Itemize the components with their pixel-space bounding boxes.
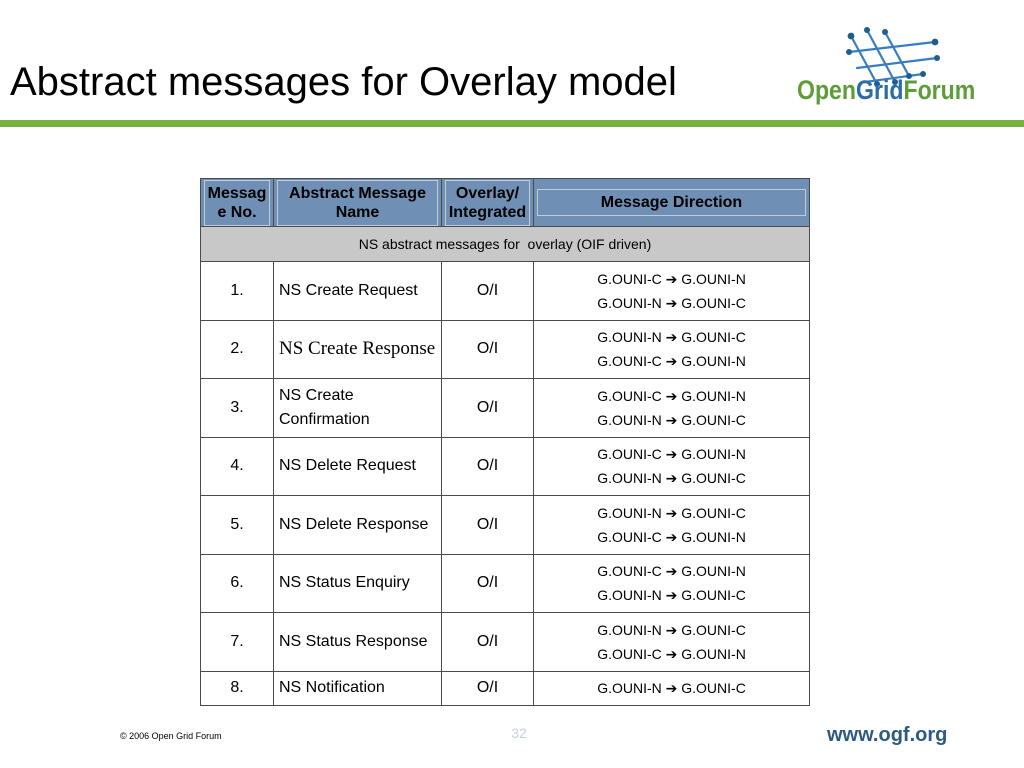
message-direction: G.OUNI-C ➔ G.OUNI-N: [597, 645, 746, 662]
message-number: 8.: [201, 671, 274, 705]
message-direction: G.OUNI-N ➔ G.OUNI-C: [597, 411, 746, 428]
column-header-message-name: [274, 179, 442, 227]
header-line: Overlay/: [455, 184, 520, 202]
message-name: NS Create Request: [274, 262, 442, 321]
column-header-message-direction: [534, 179, 810, 227]
header-cell-frame: [537, 189, 806, 216]
message-direction: G.OUNI-C ➔ G.OUNI-N: [597, 270, 746, 287]
header-line: Abstract Message: [289, 184, 426, 202]
table-row: [201, 613, 810, 672]
logo-word-grid: Grid: [856, 75, 904, 105]
ogf-logo-wordmark: [797, 75, 975, 105]
message-direction-cell: [534, 437, 810, 496]
message-direction: G.OUNI-C ➔ G.OUNI-N: [597, 528, 746, 545]
header-line: Integrated: [448, 203, 527, 221]
message-number: 5.: [201, 496, 274, 555]
message-direction: G.OUNI-C ➔ G.OUNI-N: [597, 563, 746, 580]
header-cell-frame: [277, 180, 438, 226]
header-cell-frame: [204, 180, 270, 226]
section-row: [201, 227, 810, 262]
message-direction: G.OUNI-C ➔ G.OUNI-N: [597, 446, 746, 463]
slide-title: Abstract messages for Overlay model: [10, 60, 677, 104]
message-name: NS Delete Response: [274, 496, 442, 555]
message-direction: G.OUNI-N ➔ G.OUNI-C: [597, 294, 746, 311]
table-header-row: [201, 179, 810, 227]
message-name: NS Delete Request: [274, 437, 442, 496]
header-cell-frame: [445, 180, 530, 226]
message-name: NS Status Response: [274, 613, 442, 672]
table-row: [201, 379, 810, 438]
overlay-integrated-value: O/I: [442, 554, 534, 613]
message-name: NS Status Enquiry: [274, 554, 442, 613]
message-number: 4.: [201, 437, 274, 496]
message-number: 2.: [201, 320, 274, 379]
message-direction-cell: [534, 262, 810, 321]
table-row: [201, 320, 810, 379]
message-direction-cell: [534, 379, 810, 438]
header-line: Message Direction: [600, 194, 743, 211]
message-direction: G.OUNI-N ➔ G.OUNI-C: [597, 587, 746, 604]
message-direction: G.OUNI-N ➔ G.OUNI-C: [597, 504, 746, 521]
table-row: [201, 496, 810, 555]
logo-word-forum: Forum: [903, 75, 976, 105]
message-direction-cell: [534, 613, 810, 672]
message-direction: G.OUNI-N ➔ G.OUNI-C: [597, 470, 746, 487]
message-name: NS Notification: [274, 671, 442, 705]
overlay-integrated-value: O/I: [442, 613, 534, 672]
site-url: www.ogf.org: [827, 724, 948, 746]
message-number: 3.: [201, 379, 274, 438]
message-number: 6.: [201, 554, 274, 613]
overlay-integrated-value: O/I: [442, 496, 534, 555]
message-direction: G.OUNI-C ➔ G.OUNI-N: [597, 353, 746, 370]
message-direction: G.OUNI-C ➔ G.OUNI-N: [597, 387, 746, 404]
table-row: [201, 671, 810, 705]
message-direction-cell: [534, 320, 810, 379]
logo-word-open: Open: [797, 75, 857, 105]
section-label: NS abstract messages for overlay (OIF driven): [201, 227, 810, 262]
message-name: NS Create Confirmation: [274, 379, 442, 438]
message-direction-cell: [534, 671, 810, 705]
message-direction: G.OUNI-N ➔ G.OUNI-C: [597, 329, 746, 346]
message-number: 7.: [201, 613, 274, 672]
header-line: e No.: [217, 203, 257, 221]
message-direction: G.OUNI-N ➔ G.OUNI-C: [597, 680, 746, 696]
column-header-message-no: [201, 179, 274, 227]
copyright-notice: © 2006 Open Grid Forum: [120, 731, 222, 741]
overlay-integrated-value: O/I: [442, 379, 534, 438]
overlay-integrated-value: O/I: [442, 320, 534, 379]
table-row: [201, 437, 810, 496]
message-direction-cell: [534, 554, 810, 613]
overlay-integrated-value: O/I: [442, 262, 534, 321]
page-number: 32: [511, 725, 527, 741]
accent-bar: [0, 120, 1024, 127]
table-row: [201, 262, 810, 321]
column-header-overlay-integrated: [442, 179, 534, 227]
message-direction-cell: [534, 496, 810, 555]
header-line: Messag: [207, 184, 267, 202]
table-body: [201, 262, 810, 706]
header-line: Name: [335, 203, 380, 221]
abstract-messages-table: [200, 178, 810, 706]
message-number: 1.: [201, 262, 274, 321]
message-direction: G.OUNI-N ➔ G.OUNI-C: [597, 621, 746, 638]
message-name: NS Create Response: [274, 320, 442, 379]
table-row: [201, 554, 810, 613]
overlay-integrated-value: O/I: [442, 671, 534, 705]
overlay-integrated-value: O/I: [442, 437, 534, 496]
